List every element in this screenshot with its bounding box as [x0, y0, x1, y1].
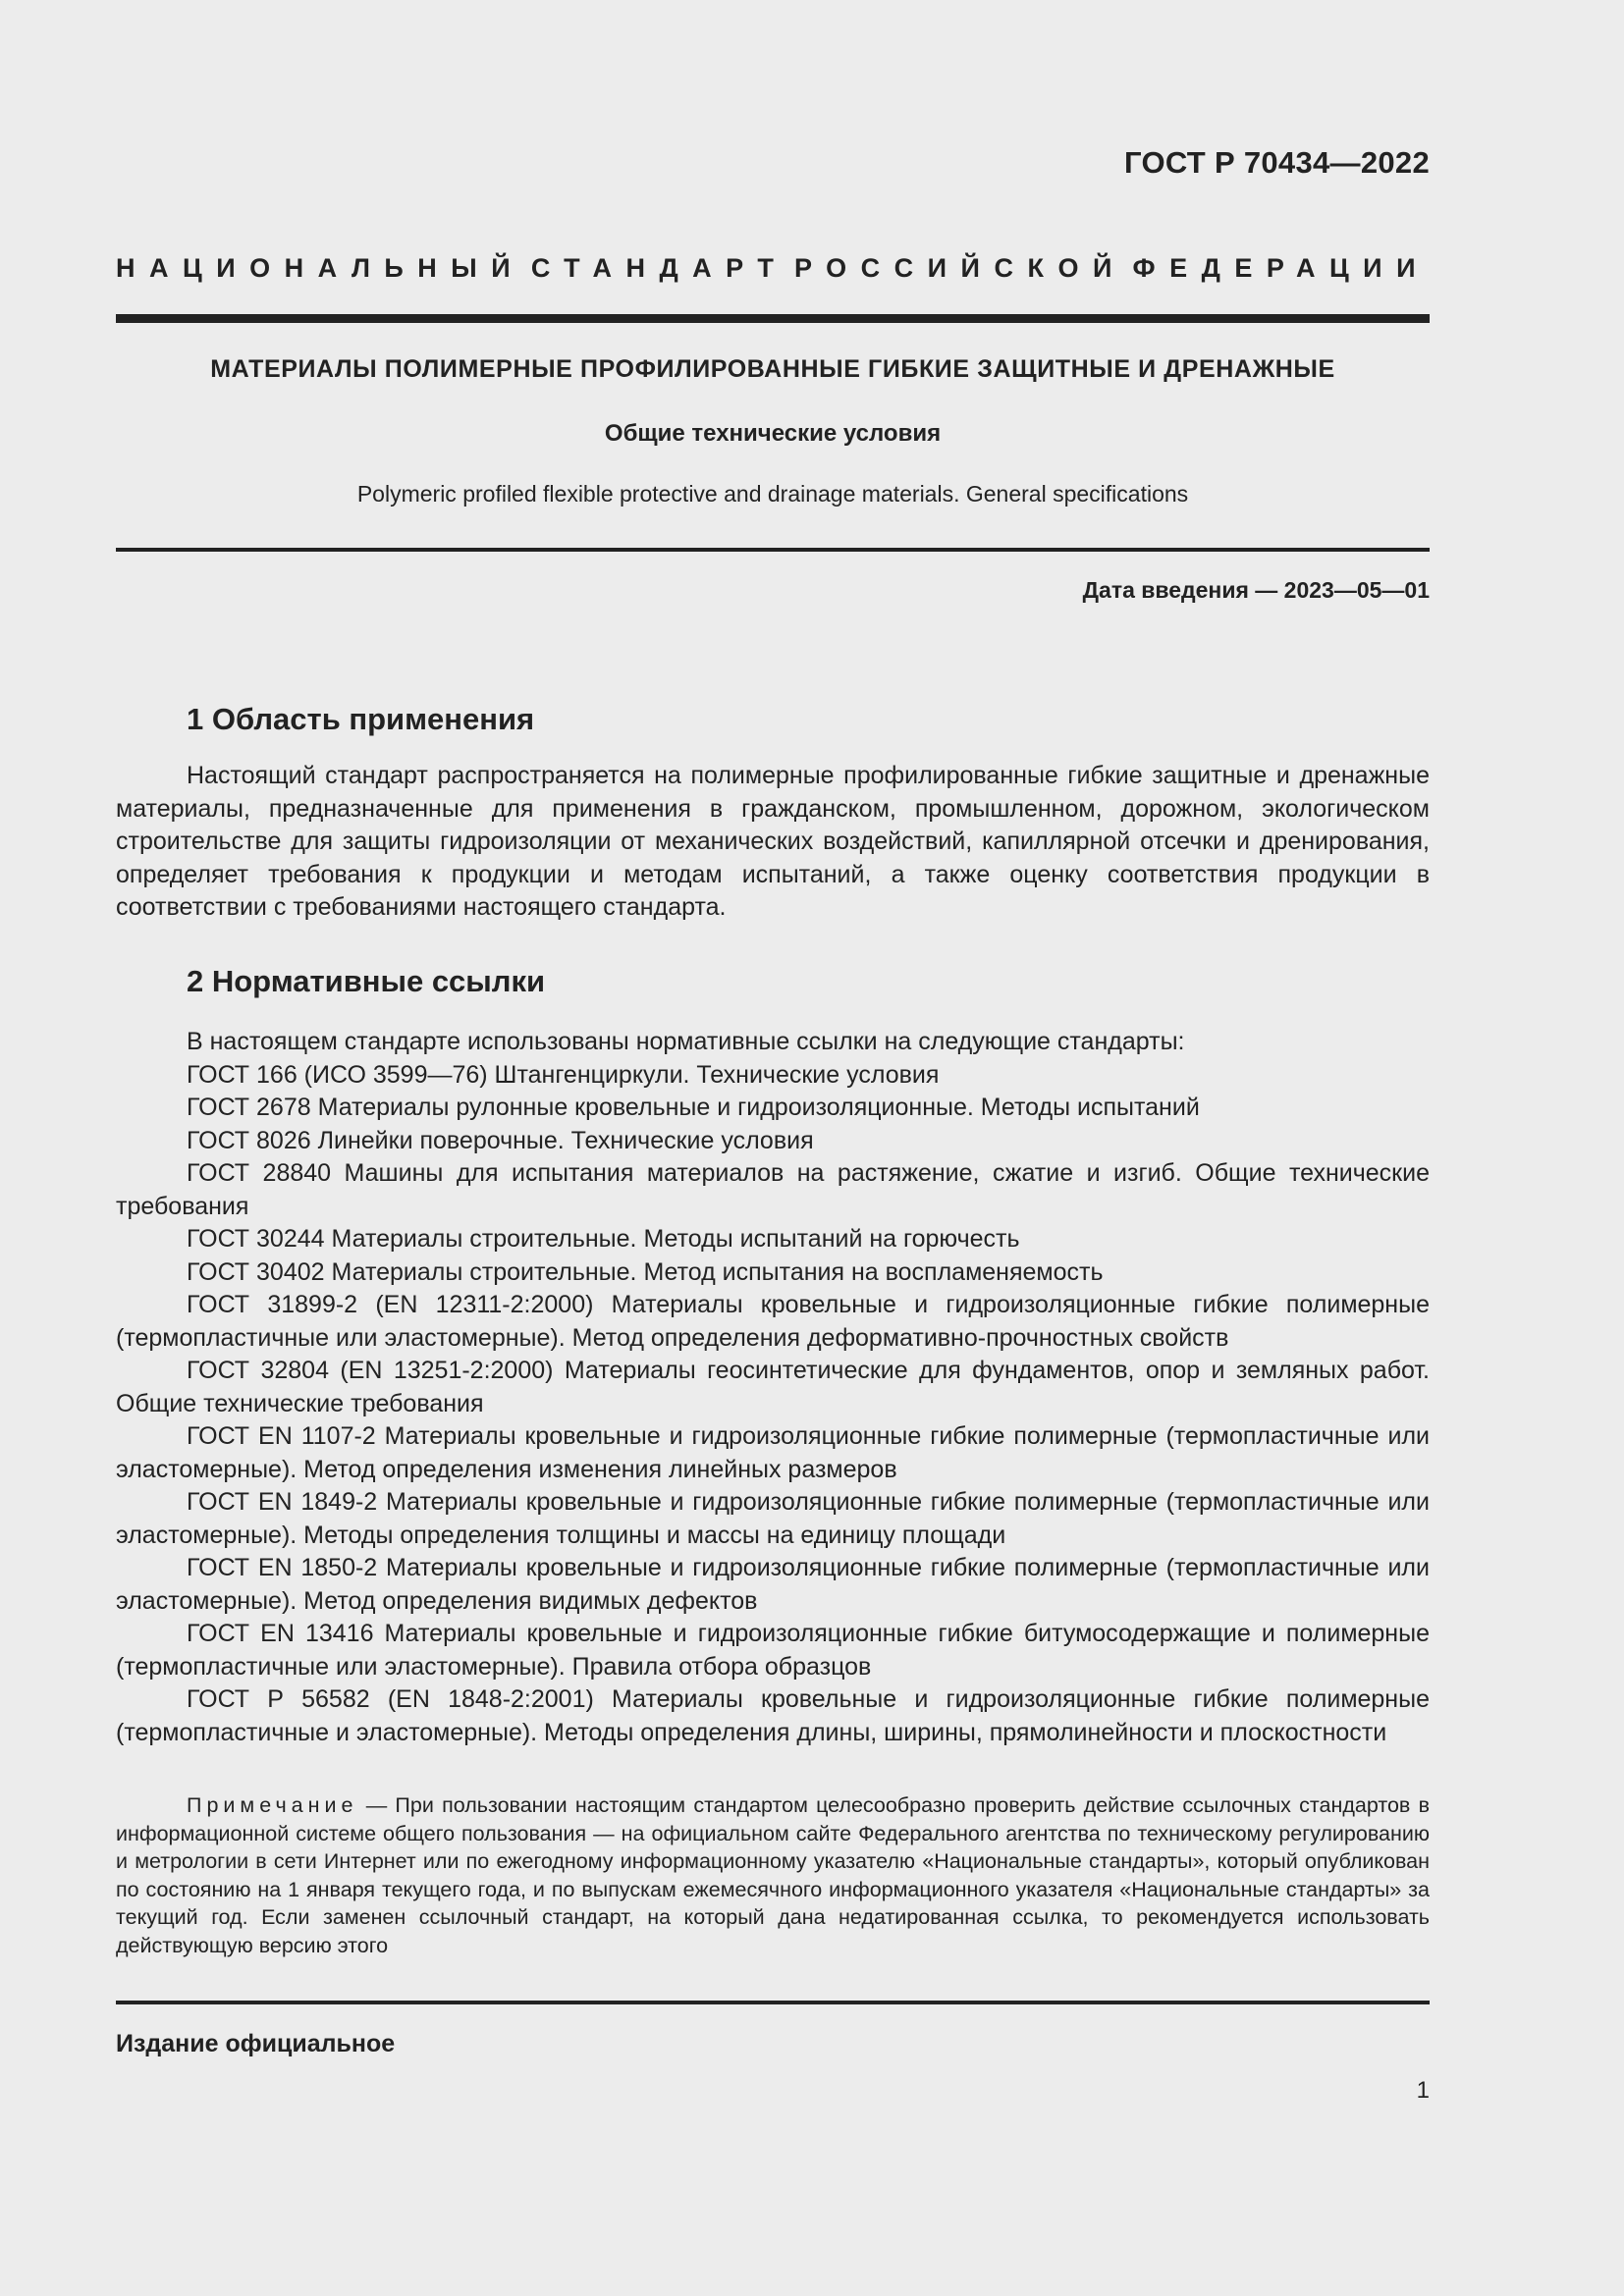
official-edition-label: Издание официальное	[116, 2030, 396, 2057]
national-standard-banner	[116, 253, 1430, 284]
banner-word: ФЕДЕРАЦИИ	[1132, 253, 1430, 283]
section-heading: 2 Нормативные ссылки	[187, 964, 546, 998]
reference-item: ГОСТ 166 (ИСО 3599—76) Штангенциркули. Технические условия	[187, 1060, 940, 1089]
footer-divider	[116, 2001, 1430, 2004]
document-title-english: Polymeric profiled flexible protective and drainage materials. General specifications	[356, 481, 1189, 507]
references-list	[116, 1026, 1430, 1749]
reference-item: ГОСТ 31899-2 (EN 12311-2:2000) Материалы кровельные и гидроизоляционные гибкие полимерные (термопластичные или эластомерные). Метод определения деформативно-прочностных свойств	[116, 1291, 1430, 1352]
document-code: ГОСТ Р 70434—2022	[1124, 145, 1430, 180]
reference-item: ГОСТ 30244 Материалы строительные. Методы испытаний на горючесть	[187, 1225, 1020, 1253]
note-text: — При пользовании настоящим стандартом целесообразно проверить действие ссылочных стандартов в информационной системе общего пользования — на официальном сайте Федерального агентства по техническому регулированию и метрологии в сети Интернет или по ежегодному информационному указателю «Национальные стандарты», который опубликован по состоянию на 1 января текущего года, и по выпускам ежемесячного информационного указателя «Национальные стандарты» за текущий год. Если заменен ссылочный стандарт, на который дана недатированная ссылка, то рекомендуется использовать действующую версию этого	[116, 1793, 1430, 1957]
banner-word: РОССИЙСКОЙ	[794, 253, 1126, 283]
introduction-date: Дата введения — 2023—05—01	[1082, 577, 1430, 603]
reference-item: ГОСТ EN 1850-2 Материалы кровельные и гидроизоляционные гибкие полимерные (термопластичные или эластомерные). Метод определения видимых дефектов	[116, 1554, 1430, 1615]
header-divider	[116, 314, 1430, 323]
reference-item: ГОСТ EN 1849-2 Материалы кровельные и гидроизоляционные гибкие полимерные (термопластичные или эластомерные). Методы определения толщины и массы на единицу площади	[116, 1488, 1430, 1549]
reference-item: ГОСТ EN 13416 Материалы кровельные и гидроизоляционные гибкие битумосодержащие и полимерные (термопластичные или эластомерные). Правила отбора образцов	[116, 1620, 1430, 1681]
page-number: 1	[1416, 2077, 1430, 2104]
note-label: Примечание	[187, 1793, 358, 1817]
reference-item: ГОСТ 28840 Машины для испытания материалов на растяжение, сжатие и изгиб. Общие технические требования	[116, 1159, 1430, 1220]
reference-item: ГОСТ 32804 (EN 13251-2:2000) Материалы геосинтетические для фундаментов, опор и земляных работ. Общие технические требования	[116, 1357, 1430, 1417]
reference-item: ГОСТ 8026 Линейки поверочные. Технические условия	[187, 1126, 814, 1154]
section-heading: 1 Область применения	[187, 702, 535, 736]
document-subtitle: Общие технические условия	[604, 420, 942, 447]
note-paragraph	[116, 1791, 1430, 1959]
banner-word: НАЦИОНАЛЬНЫЙ	[116, 253, 525, 283]
scope-paragraph: Настоящий стандарт распространяется на полимерные профилированные гибкие защитные и дренажные материалы, предназначенные для применения в гражданском, промышленном, дорожном, экологическом строительстве для защиты гидроизоляции от механических воздействий, капиллярной отсечки и дренирования, определяет требования к продукции и методам испытаний, а также оценку соответствия продукции в соответствии с требованиями настоящего стандарта.	[116, 762, 1430, 921]
references-intro: В настоящем стандарте использованы нормативные ссылки на следующие стандарты:	[187, 1028, 1185, 1055]
reference-item: ГОСТ 30402 Материалы строительные. Метод испытания на воспламеняемость	[187, 1257, 1104, 1286]
reference-item: ГОСТ Р 56582 (EN 1848-2:2001) Материалы кровельные и гидроизоляционные гибкие полимерные (термопластичные и эластомерные). Методы определения длины, ширины, прямолинейности и плоскостности	[116, 1685, 1430, 1746]
reference-item: ГОСТ 2678 Материалы рулонные кровельные и гидроизоляционные. Методы испытаний	[187, 1094, 1200, 1121]
banner-word: СТАНДАРТ	[530, 253, 788, 283]
title-divider	[116, 548, 1430, 552]
document-title: МАТЕРИАЛЫ ПОЛИМЕРНЫЕ ПРОФИЛИРОВАННЫЕ ГИБКИЕ ЗАЩИТНЫЕ И ДРЕНАЖНЫЕ	[210, 355, 1335, 383]
reference-item: ГОСТ EN 1107-2 Материалы кровельные и гидроизоляционные гибкие полимерные (термопластичные или эластомерные). Метод определения изменения линейных размеров	[116, 1422, 1430, 1483]
